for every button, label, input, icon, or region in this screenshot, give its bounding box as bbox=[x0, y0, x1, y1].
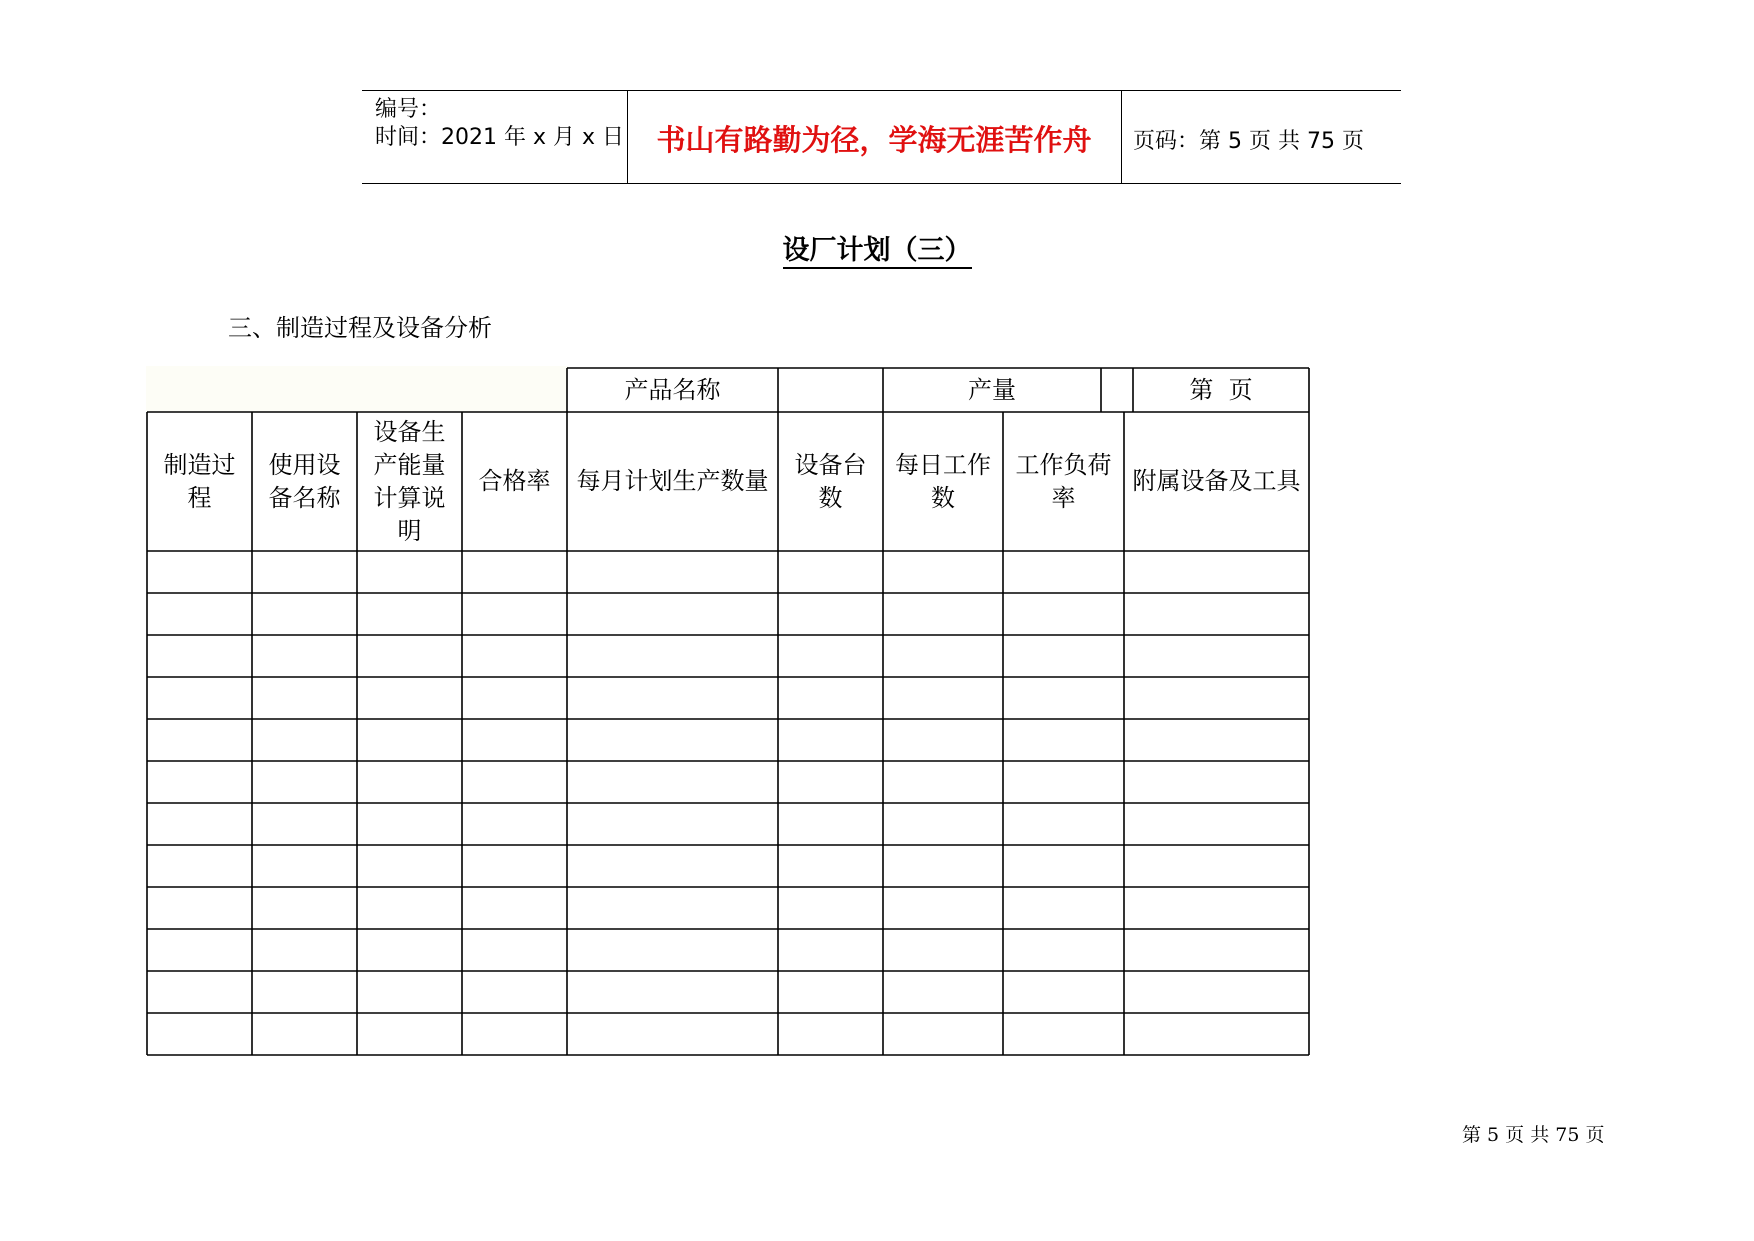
table-cell[interactable] bbox=[357, 803, 462, 845]
table-cell[interactable] bbox=[883, 887, 1003, 929]
table-cell[interactable] bbox=[147, 551, 252, 593]
table-cell[interactable] bbox=[1003, 1013, 1124, 1055]
table-cell[interactable] bbox=[462, 803, 567, 845]
table-cell[interactable] bbox=[778, 887, 883, 929]
table-cell[interactable] bbox=[778, 803, 883, 845]
table-cell[interactable] bbox=[252, 845, 357, 887]
table-cell[interactable] bbox=[778, 719, 883, 761]
table-cell[interactable] bbox=[883, 1013, 1003, 1055]
table-cell[interactable] bbox=[1124, 845, 1309, 887]
table-cell[interactable] bbox=[357, 887, 462, 929]
table-cell[interactable] bbox=[1003, 803, 1124, 845]
output-label-text: 产量 bbox=[968, 375, 1016, 404]
table-cell[interactable] bbox=[357, 635, 462, 677]
table-cell[interactable] bbox=[567, 803, 778, 845]
column-header-7 bbox=[883, 412, 1003, 551]
table-cell[interactable] bbox=[1124, 719, 1309, 761]
table-cell[interactable] bbox=[462, 677, 567, 719]
table-cell[interactable] bbox=[147, 971, 252, 1013]
header-page-label: 页码：第 5 页 共 75 页 bbox=[1133, 129, 1364, 154]
table-cell[interactable] bbox=[147, 719, 252, 761]
table-cell[interactable] bbox=[252, 929, 357, 971]
table-cell[interactable] bbox=[778, 551, 883, 593]
table-cell[interactable] bbox=[883, 593, 1003, 635]
table-cell[interactable] bbox=[1124, 635, 1309, 677]
table-cell[interactable] bbox=[883, 971, 1003, 1013]
table-cell[interactable] bbox=[778, 845, 883, 887]
column-header-6-text: 设备台 数 bbox=[794, 450, 867, 512]
product-name-value bbox=[778, 368, 883, 412]
table-cell[interactable] bbox=[1003, 887, 1124, 929]
table-cell[interactable] bbox=[567, 593, 778, 635]
table-cell[interactable] bbox=[147, 803, 252, 845]
table-cell[interactable] bbox=[1124, 971, 1309, 1013]
table-cell[interactable] bbox=[1003, 761, 1124, 803]
table-cell[interactable] bbox=[462, 845, 567, 887]
table-cell[interactable] bbox=[357, 677, 462, 719]
table-cell[interactable] bbox=[567, 971, 778, 1013]
table-cell[interactable] bbox=[1124, 593, 1309, 635]
table-cell[interactable] bbox=[567, 761, 778, 803]
table-cell[interactable] bbox=[252, 635, 357, 677]
column-header-5 bbox=[567, 412, 778, 551]
table-cell[interactable] bbox=[1003, 845, 1124, 887]
column-header-9 bbox=[1124, 412, 1309, 551]
column-header-3-text: 设备生 产能量 计算说 明 bbox=[373, 417, 446, 545]
table-cell[interactable] bbox=[147, 593, 252, 635]
output-value bbox=[1101, 368, 1133, 412]
table-cell[interactable] bbox=[252, 887, 357, 929]
table-cell[interactable] bbox=[567, 887, 778, 929]
table-cell[interactable] bbox=[1124, 803, 1309, 845]
column-header-5-text: 每月计划生产数量 bbox=[576, 467, 769, 495]
table-cell[interactable] bbox=[778, 761, 883, 803]
table-cell[interactable] bbox=[567, 551, 778, 593]
table-cell[interactable] bbox=[147, 929, 252, 971]
table-cell[interactable] bbox=[778, 929, 883, 971]
table-cell[interactable] bbox=[778, 1013, 883, 1055]
column-header-4-text: 合格率 bbox=[478, 467, 551, 495]
table-cell[interactable] bbox=[567, 677, 778, 719]
table-page-label-text: 第 页 bbox=[1189, 375, 1253, 404]
table-cell[interactable] bbox=[1003, 593, 1124, 635]
table-cell[interactable] bbox=[1124, 551, 1309, 593]
table-cell[interactable] bbox=[883, 845, 1003, 887]
table-cell[interactable] bbox=[357, 551, 462, 593]
header-number-label: 编号： bbox=[375, 97, 442, 122]
table-cell[interactable] bbox=[462, 761, 567, 803]
table-cell[interactable] bbox=[883, 803, 1003, 845]
table-cell[interactable] bbox=[357, 971, 462, 1013]
table-cell[interactable] bbox=[1003, 677, 1124, 719]
table-cell[interactable] bbox=[147, 1013, 252, 1055]
table-cell[interactable] bbox=[567, 635, 778, 677]
table-cell[interactable] bbox=[1003, 635, 1124, 677]
footer-page-number: 第 5 页 共 75 页 bbox=[1462, 1124, 1605, 1146]
table-cell[interactable] bbox=[357, 845, 462, 887]
table-cell[interactable] bbox=[1124, 677, 1309, 719]
table-cell[interactable] bbox=[252, 803, 357, 845]
table-cell[interactable] bbox=[567, 1013, 778, 1055]
table-cell[interactable] bbox=[1003, 719, 1124, 761]
table-cell[interactable] bbox=[883, 761, 1003, 803]
table-cell[interactable] bbox=[252, 593, 357, 635]
table-cell[interactable] bbox=[462, 887, 567, 929]
table-cell[interactable] bbox=[462, 971, 567, 1013]
column-header-9-text: 附属设备及工具 bbox=[1132, 467, 1301, 495]
header-motto: 书山有路勤为径，学海无涯苦作舟 bbox=[656, 123, 1092, 157]
table-cell[interactable] bbox=[883, 677, 1003, 719]
table-cell[interactable] bbox=[778, 677, 883, 719]
column-header-1 bbox=[147, 412, 252, 551]
table-cell[interactable] bbox=[1124, 887, 1309, 929]
table-cell[interactable] bbox=[252, 551, 357, 593]
table-cell[interactable] bbox=[357, 929, 462, 971]
table-cell[interactable] bbox=[883, 719, 1003, 761]
product-name-label-text: 产品名称 bbox=[624, 375, 721, 404]
table-cell[interactable] bbox=[252, 761, 357, 803]
table-cell[interactable] bbox=[147, 887, 252, 929]
table-cell[interactable] bbox=[147, 677, 252, 719]
column-header-2 bbox=[252, 412, 357, 551]
table-cell[interactable] bbox=[1124, 929, 1309, 971]
table-cell[interactable] bbox=[252, 677, 357, 719]
table-cell[interactable] bbox=[567, 929, 778, 971]
table-cell[interactable] bbox=[1003, 551, 1124, 593]
table-cell[interactable] bbox=[252, 971, 357, 1013]
product-name-label bbox=[567, 368, 778, 412]
table-cell[interactable] bbox=[252, 719, 357, 761]
table-cell[interactable] bbox=[357, 719, 462, 761]
column-header-8 bbox=[1003, 412, 1124, 551]
column-header-6 bbox=[778, 412, 883, 551]
table-cell[interactable] bbox=[147, 635, 252, 677]
table-cell[interactable] bbox=[883, 551, 1003, 593]
table-cell[interactable] bbox=[778, 635, 883, 677]
table-cell[interactable] bbox=[1003, 929, 1124, 971]
table-cell[interactable] bbox=[462, 551, 567, 593]
column-header-1-text: 制造过 程 bbox=[163, 450, 236, 512]
table-cell[interactable] bbox=[462, 593, 567, 635]
table-cell[interactable] bbox=[883, 929, 1003, 971]
table-page-label bbox=[1133, 368, 1309, 412]
table-cell[interactable] bbox=[147, 761, 252, 803]
section-heading: 三、制造过程及设备分析 bbox=[228, 314, 492, 342]
table-cell[interactable] bbox=[357, 761, 462, 803]
column-header-2-text: 使用设 备名称 bbox=[268, 450, 341, 512]
column-header-3 bbox=[357, 412, 462, 551]
table-cell[interactable] bbox=[778, 593, 883, 635]
table-cell[interactable] bbox=[1003, 971, 1124, 1013]
header-time-label: 时间：2021 年 x 月 x 日 bbox=[375, 125, 624, 150]
table-cell[interactable] bbox=[147, 845, 252, 887]
table-cell[interactable] bbox=[778, 971, 883, 1013]
column-header-8-text: 工作负荷 率 bbox=[1015, 450, 1112, 512]
table-cell[interactable] bbox=[1124, 761, 1309, 803]
table-cell[interactable] bbox=[357, 1013, 462, 1055]
table-cell[interactable] bbox=[567, 845, 778, 887]
output-label bbox=[883, 368, 1101, 412]
table-cell[interactable] bbox=[462, 635, 567, 677]
column-header-4 bbox=[462, 412, 567, 551]
table-cell[interactable] bbox=[462, 1013, 567, 1055]
table-cell[interactable] bbox=[357, 593, 462, 635]
table-cell[interactable] bbox=[462, 929, 567, 971]
document-title-text: 设厂计划（三） bbox=[783, 235, 972, 269]
column-header-7-text: 每日工作 数 bbox=[895, 450, 991, 512]
table-cell[interactable] bbox=[883, 635, 1003, 677]
table-cell[interactable] bbox=[252, 1013, 357, 1055]
table-cell[interactable] bbox=[567, 719, 778, 761]
table-cell[interactable] bbox=[462, 719, 567, 761]
table-cell[interactable] bbox=[1124, 1013, 1309, 1055]
